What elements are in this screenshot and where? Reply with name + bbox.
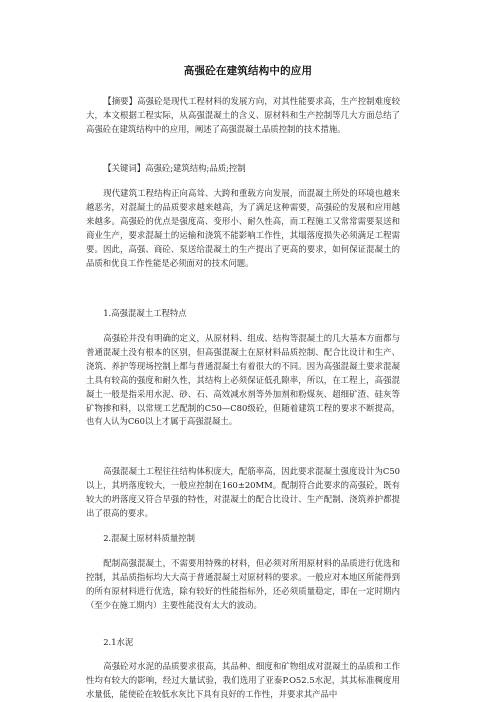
document-title: 高强砼在建筑结构中的应用 xyxy=(183,65,313,77)
section-heading-2: 2.混凝土原材料质量控制 xyxy=(103,533,195,543)
keywords-paragraph: 【关键词】高强砼;建筑结构;品质;控制 xyxy=(103,163,246,173)
abstract-paragraph: 【摘要】高强砼是现代工程材料的发展方向，对其性能要求高，生产控制难度较大，本文根据工程实际，从高强混凝土的含义、原材料和生产控制等几大方面总结了高强砼在建筑结构中的应用，阐述了高强混凝土品质控制的技术措施。 xyxy=(86,96,400,134)
section1-paragraph-2: 高强混凝土工程往往结构体积庞大，配筋率高，因此要求混凝土强度设计为C50以上，其坍落度较大，一般应控制在160±20MM。配制符合此要求的高强砼，既有较大的坍落度又符合早强的特性，对混凝土的配合比设计、生产配制、浇筑养护都提出了很高的要求。 xyxy=(86,466,400,518)
intro-paragraph: 现代建筑工程结构正向高耸、大跨和重载方向发展，而混凝土所处的环境也越来越恶劣，对混凝土的品质要求越来越高，为了满足这种需要，高强砼的发展和应用越来越多。高强砼的优点是强度高、变形小、耐久性高，而工程施工又常常需要泵送和商业生产，要求混凝土的运输和浇筑不能影响工作性，其塌落度损失必须满足工程需要。因此，高强、商砼、泵送给混凝土的生产提出了更高的要求，如何保证混凝土的品质和优良工作性能是必须面对的技术问题。 xyxy=(86,188,400,268)
section-heading-2-1: 2.1水泥 xyxy=(103,637,134,647)
section1-paragraph-1: 高强砼并没有明确的定义，从原材料、组成、结构等混凝土的几大基本方面都与普通混凝土没有根本的区别，但高强混凝土在原材料品质控制、配合比设计和生产、浇筑、养护等现场控制上都与普通混凝土有着很大的不同。因为高强混凝土要求混凝土具有较高的强度和耐久性，其结构上必须保证低孔隙率，所以，在工程上，高强混凝土一般是指采用水泥、砂、石、高效减水剂等外加剂和粉煤灰、超细矿渣、硅灰等矿物掺和料，以常规工艺配制的C50—C80级砼，但随着建筑工程的要求不断提高，也有人认为C60以上才属于高强混凝土。 xyxy=(86,333,400,427)
section-heading-1: 1.高强混凝土工程特点 xyxy=(103,308,187,318)
section2-paragraph-1: 配制高强混凝土，不需要用特殊的材料，但必须对所用原材料的品质进行优选和控制，其品质指标均大大高于普通混凝土对原材料的要求。一般应对本地区所能得到的所有原材料进行优选，除有较好的性能指标外，还必须质量稳定，即在一定时期内（至少在施工期内）主要性能没有太大的波动。 xyxy=(86,558,400,610)
section21-paragraph-1: 高强砼对水泥的品质要求很高，其品种、细度和矿物组成对混凝土的品质和工作性均有较大的影响，经过大量试验，我们选用了亚泰P.O52.5水泥，其其标准稠度用水量低，能使砼在较低水灰比下具有良好的工作性，并要求其产品中 xyxy=(86,661,400,699)
